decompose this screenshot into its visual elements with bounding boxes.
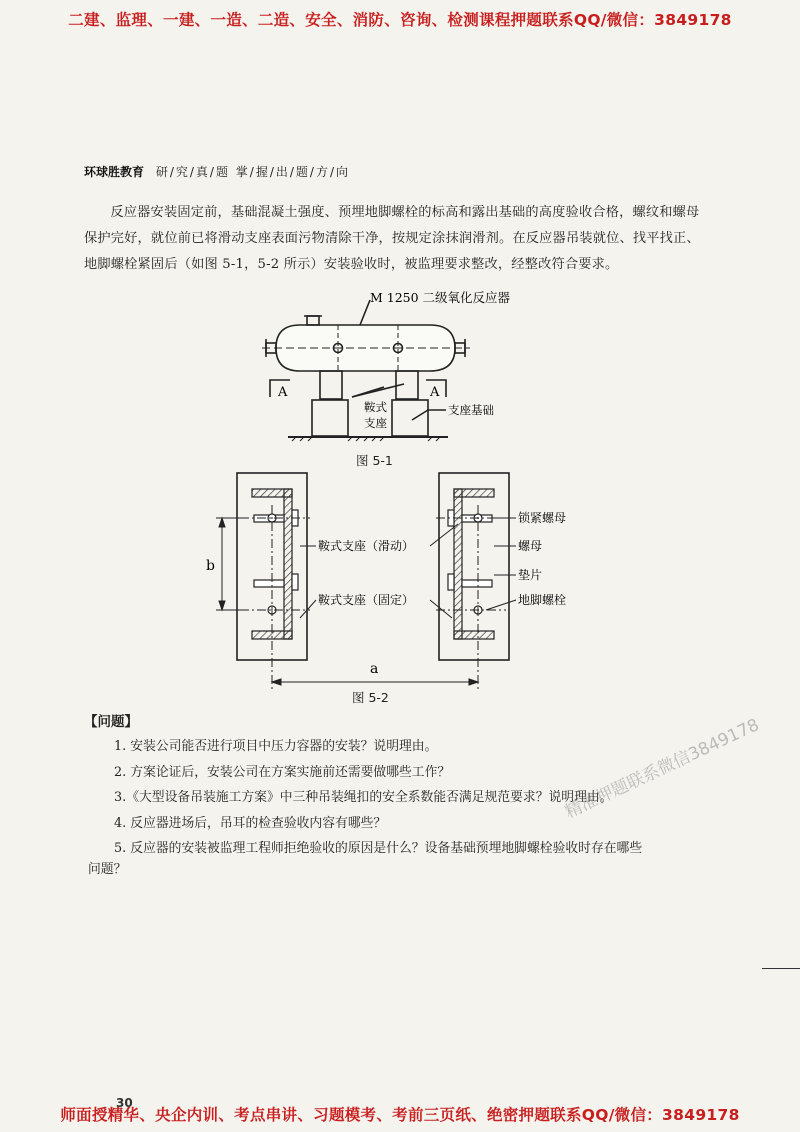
dim-a-label: a <box>370 661 379 677</box>
label-fixed-saddle: 鞍式支座（固定） <box>318 593 415 607</box>
saddle-label-line2: 支座 <box>364 416 387 430</box>
question-item: 4. 反应器进场后，吊耳的检查验收内容有哪些？ <box>114 815 387 831</box>
watermark-text: 精准押题联系微信3849178 <box>562 715 763 823</box>
saddle-label-line1: 鞍式 <box>364 400 387 414</box>
brand-slogan: 研/究/真/题 掌/握/出/题/方/向 <box>155 165 351 179</box>
base-label: 支座基础 <box>448 403 494 417</box>
section-mark-left: A <box>278 385 288 400</box>
edge-rule <box>762 968 800 969</box>
section-mark-right: A <box>430 385 440 400</box>
question-item: 3.《大型设备吊装施工方案》中三种吊装绳扣的安全系数能否满足规范要求？说明理由。 <box>114 790 613 805</box>
label-sliding-saddle: 鞍式支座（滑动） <box>318 539 415 553</box>
question-item: 1. 安装公司能否进行项目中压力容器的安装？说明理由。 <box>114 739 438 754</box>
label-washer: 垫片 <box>518 568 543 582</box>
label-nut: 螺母 <box>518 539 543 553</box>
dim-b-label: b <box>206 558 215 574</box>
label-locknut: 锁紧螺母 <box>518 511 567 525</box>
question-item: 5. 反应器的安装被监理工程师拒绝验收的原因是什么？设备基础预埋地脚螺栓验收时存在哪些 <box>114 841 643 856</box>
figure1-caption: 图 5-1 <box>356 453 393 468</box>
question5-continuation: 问题？ <box>88 862 127 877</box>
questions-title: 【问题】 <box>84 714 138 730</box>
figure2-caption: 图 5-2 <box>352 690 389 705</box>
top-banner: 二建、监理、一建、一造、二造、安全、消防、咨询、检测课程押题联系QQ/微信：3849178 <box>68 11 732 29</box>
page-number: 30 <box>116 1096 133 1110</box>
label-anchor-bolt: 地脚螺栓 <box>518 593 567 607</box>
figure1-title: M 1250 二级氧化反应器 <box>370 290 511 305</box>
question-item: 2. 方案论证后，安装公司在方案实施前还需要做哪些工作？ <box>114 764 451 780</box>
brand-logo: 环球胜教育 <box>84 165 145 179</box>
bottom-banner: 师面授精华、央企内训、考点串讲、习题模考、考前三页纸、绝密押题联系QQ/微信：3849178 <box>60 1106 740 1124</box>
intro-paragraph: 反应器安装固定前，基础混凝土强度、预埋地脚螺栓的标高和露出基础的高度验收合格，螺纹和螺母保护完好，就位前已将滑动支座表面污物清除干净，按规定涂抹润滑剂。在反应器吊装就位、找平找正、地脚螺栓紧固后（如图 5-1，5-2 所示）安装验收时，被监理要求整改，经整改符合要求。 <box>84 205 700 272</box>
